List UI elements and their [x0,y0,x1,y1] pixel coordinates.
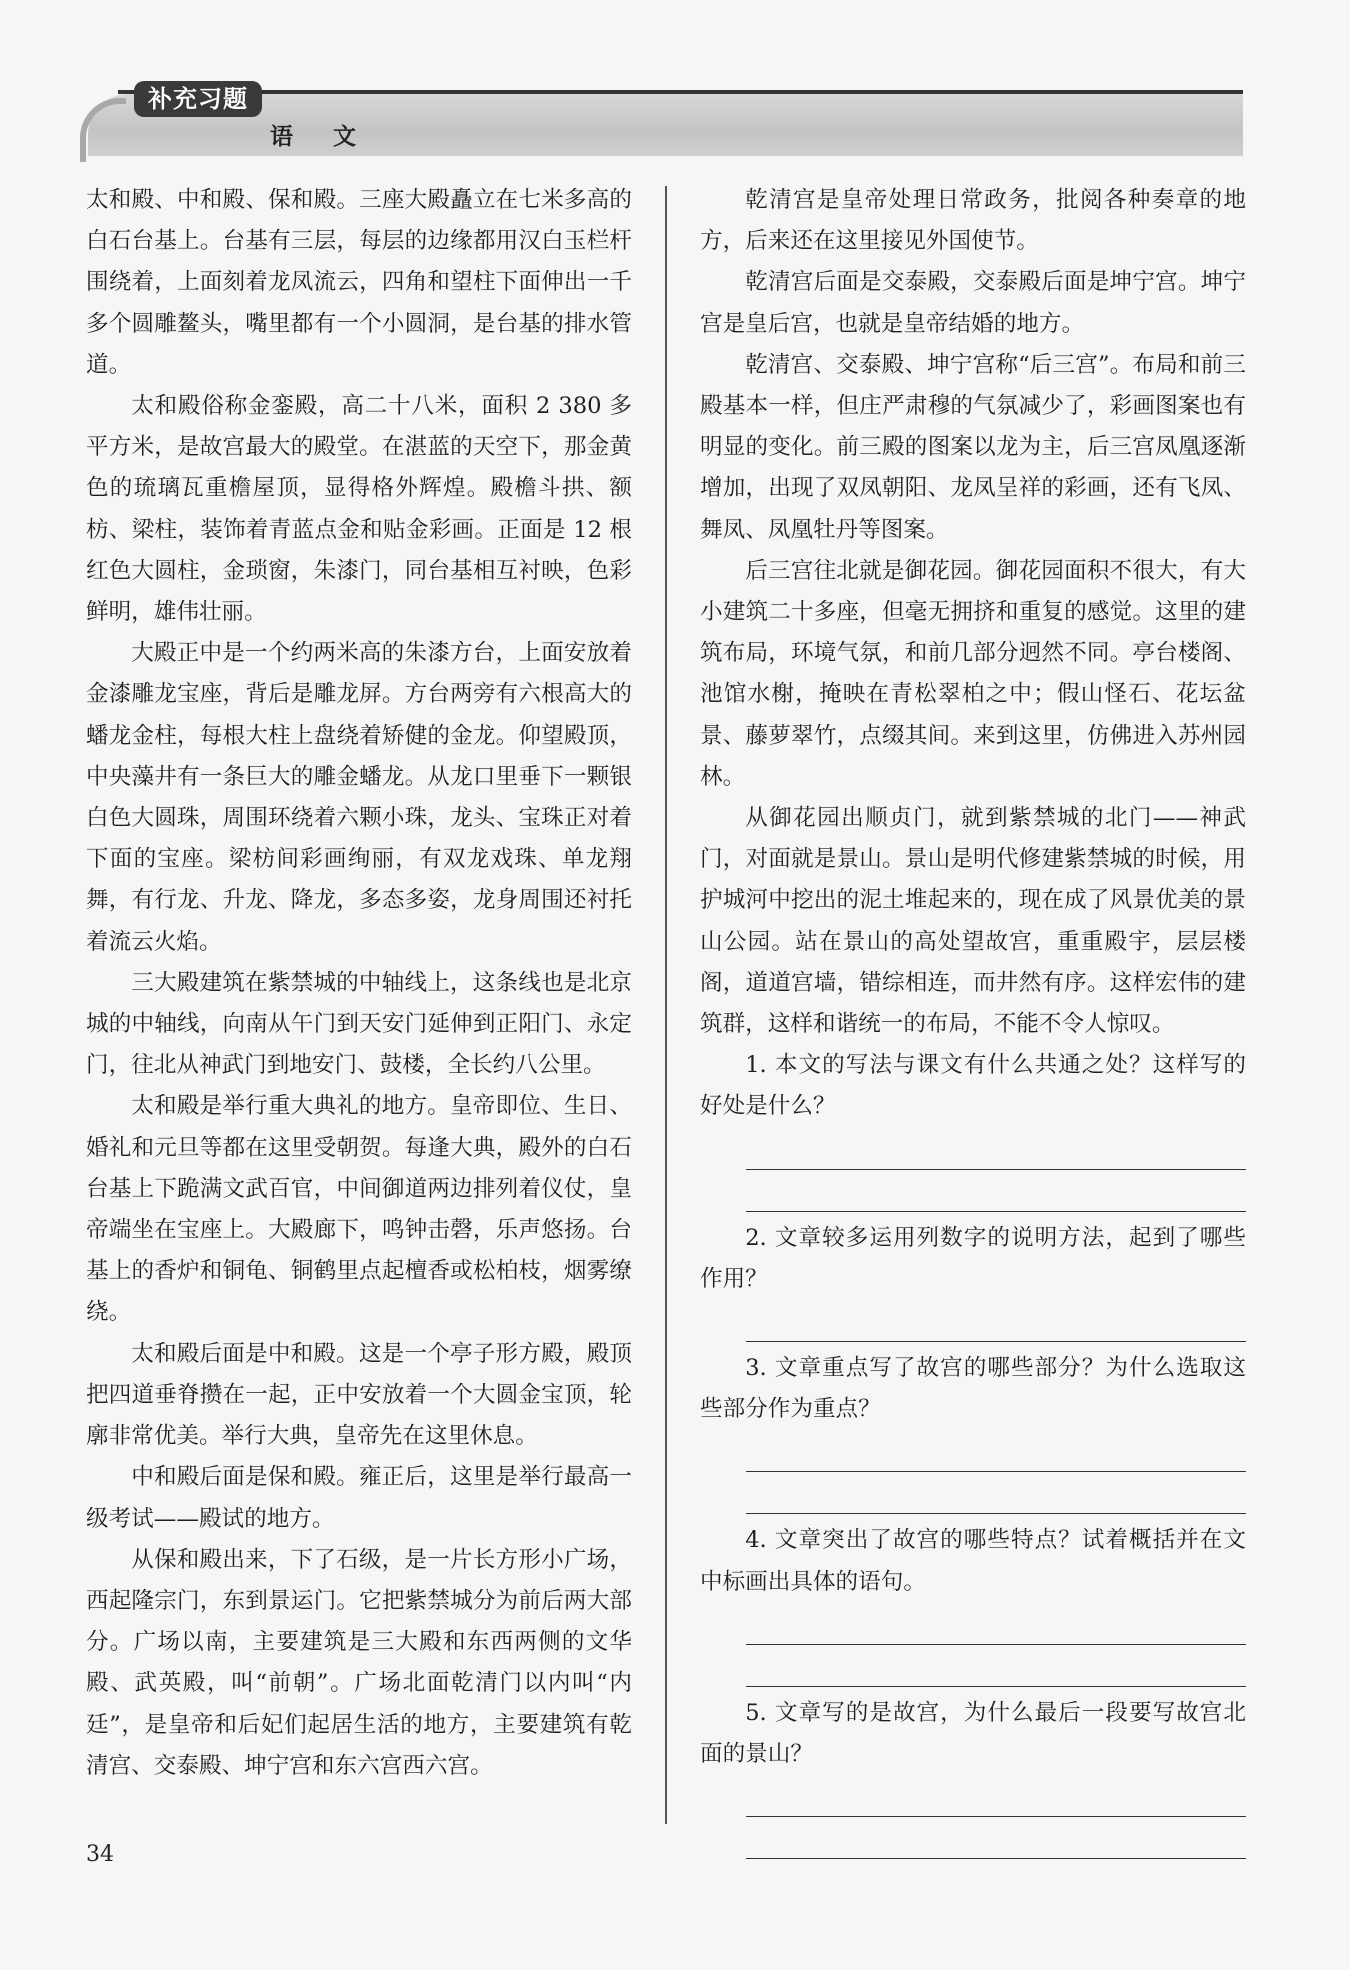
answer-line[interactable] [746,1775,1246,1817]
paragraph: 中和殿后面是保和殿。雍正后，这里是举行最高一级考试——殿试的地方。 [86,1464,632,1532]
header-rule [118,90,1243,94]
column-divider [665,186,667,1824]
answer-line[interactable] [746,1170,1246,1212]
paragraph: 乾清宫后面是交泰殿，交泰殿后面是坤宁宫。坤宁宫是皇后宫，也就是皇帝结婚的地方。 [700,269,1246,337]
paragraph: 三大殿建筑在紫禁城的中轴线上，这条线也是北京城的中轴线，向南从午门到天安门延伸到正阳门、永定门，往北从神武门到地安门、鼓楼，全长约八公里。 [86,969,632,1079]
answer-line[interactable] [746,1128,1246,1170]
answer-line[interactable] [746,1603,1246,1645]
page-header [78,86,1243,156]
question-1: 1. 本文的写法与课文有什么共通之处？这样写的好处是什么？ [700,1052,1246,1120]
question-2: 2. 文章较多运用列数字的说明方法，起到了哪些作用？ [700,1224,1246,1292]
answer-line[interactable] [746,1430,1246,1472]
question-5: 5. 文章写的是故宫，为什么最后一段要写故宫北面的景山？ [700,1699,1246,1768]
paragraph: 太和殿、中和殿、保和殿。三座大殿矗立在七米多高的白石台基上。台基有三层，每层的边缘都用汉白玉栏杆围绕着，上面刻着龙凤流云，四角和望柱下面伸出一千多个圆雕鳌头，嘴里都有一个小圆洞，是台基的排水管道。 [86,187,632,378]
answer-line[interactable] [746,1472,1246,1514]
answer-line[interactable] [746,1300,1246,1342]
left-column [86,180,632,1787]
right-column [700,180,1246,1859]
paragraph: 太和殿是举行重大典礼的地方。皇帝即位、生日、婚礼和元旦等都在这里受朝贺。每逢大典，殿外的白石台基上下跪满文武百官，中间御道两边排列着仪仗，皇帝端坐在宝座上。大殿廊下，鸣钟击磬，乐声悠扬。台基上的香炉和铜龟、铜鹤里点起檀香或松柏枝，烟雾缭绕。 [86,1093,632,1326]
paragraph: 太和殿后面是中和殿。这是一个亭子形方殿，殿顶把四道垂脊攒在一起，正中安放着一个大圆金宝顶，轮廓非常优美。举行大典，皇帝先在这里休息。 [86,1340,632,1450]
page-number: 34 [86,1842,114,1867]
paragraph: 太和殿俗称金銮殿，高二十八米，面积 2 380 多平方米，是故宫最大的殿堂。在湛蓝的天空下，那金黄色的琉璃瓦重檐屋顶，显得格外辉煌。殿檐斗拱、额枋、梁柱，装饰着青蓝点金和贴金彩画。正面是 12 根红色大圆柱，金琐窗，朱漆门，同台基相互衬映，色彩鲜明，雄伟壮丽。 [86,393,632,626]
answer-line[interactable] [746,1645,1246,1687]
series-tag: 补充习题 [134,81,262,117]
question-3: 3. 文章重点写了故宫的哪些部分？为什么选取这些部分作为重点？ [700,1355,1246,1423]
paragraph: 乾清宫是皇帝处理日常政务，批阅各种奏章的地方，后来还在这里接见外国使节。 [700,187,1246,255]
paragraph: 乾清宫、交泰殿、坤宁宫称“后三宫”。布局和前三殿基本一样，但庄严肃穆的气氛减少了，彩画图案也有明显的变化。前三殿的图案以龙为主，后三宫凤凰逐渐增加，出现了双凤朝阳、龙凤呈祥的彩画，还有飞凤、舞凤、凤凰牡丹等图案。 [700,351,1246,543]
subject-label: 语 文 [270,124,373,150]
questions-section [700,1045,1246,1859]
answer-line[interactable] [746,1817,1246,1859]
paragraph: 后三宫往北就是御花园。御花园面积不很大，有大小建筑二十多座，但毫无拥挤和重复的感觉。这里的建筑布局，环境气氛，和前几部分迥然不同。亭台楼阁、池馆水榭，掩映在青松翠柏之中；假山怪石、花坛盆景、藤萝翠竹，点缀其间。来到这里，仿佛进入苏州园林。 [700,557,1246,790]
paragraph: 从御花园出顺贞门，就到紫禁城的北门——神武门，对面就是景山。景山是明代修建紫禁城的时候，用护城河中挖出的泥土堆起来的，现在成了风景优美的景山公园。站在景山的高处望故宫，重重殿宇，层层楼阁，道道宫墙，错综相连，而井然有序。这样宏伟的建筑群，这样和谐统一的布局，不能不令人惊叹。 [700,805,1246,1038]
paragraph: 从保和殿出来，下了石级，是一片长方形小广场，西起隆宗门，东到景运门。它把紫禁城分为前后两大部分。广场以南，主要建筑是三大殿和东西两侧的文华殿、武英殿，叫“前朝”。广场北面乾清门以内叫“内廷”，是皇帝和后妃们起居生活的地方，主要建筑有乾清宫、交泰殿、坤宁宫和东六宫西六宫。 [86,1546,632,1779]
question-4: 4. 文章突出了故宫的哪些特点？试着概括并在文中标画出具体的语句。 [700,1527,1246,1595]
paragraph: 大殿正中是一个约两米高的朱漆方台，上面安放着金漆雕龙宝座，背后是雕龙屏。方台两旁有六根高大的蟠龙金柱，每根大柱上盘绕着矫健的金龙。仰望殿顶，中央藻井有一条巨大的雕金蟠龙。从龙口里垂下一颗银白色大圆珠，周围环绕着六颗小珠，龙头、宝珠正对着下面的宝座。梁枋间彩画绚丽，有双龙戏珠、单龙翔舞，有行龙、升龙、降龙，多态多姿，龙身周围还衬托着流云火焰。 [86,640,632,955]
